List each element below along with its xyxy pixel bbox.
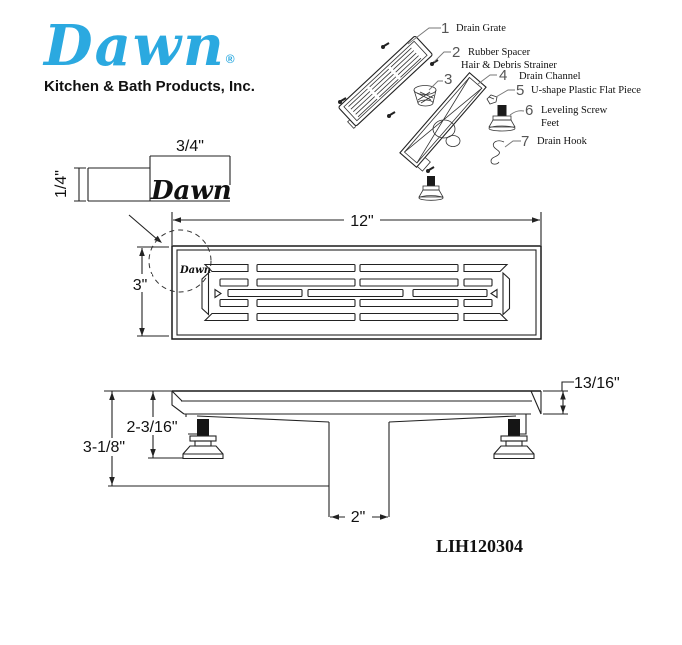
outlet-width-dim: 2": [350, 509, 366, 526]
top-view: [128, 211, 541, 339]
brand-logo: [44, 13, 255, 95]
part-number-2: 2: [452, 44, 461, 61]
part-number-7: 7: [521, 133, 530, 150]
grate-slot-pattern: [202, 265, 510, 321]
total-height-dim: 3-1/8": [82, 439, 126, 456]
detail-thickness-dim: 1/4": [53, 170, 70, 198]
rubber-spacer: [387, 112, 395, 118]
detail-view: [53, 138, 232, 243]
part-label-feet: Feet: [541, 118, 560, 129]
brand-name: Dawn: [44, 13, 226, 79]
part-label-strainer: Hair & Debris Strainer: [461, 60, 557, 71]
side-right-foot: [494, 419, 534, 459]
dim-3-1-8in: [75, 391, 329, 486]
registered-mark: ®: [225, 52, 237, 66]
edge-height-dim: 13/16": [574, 375, 620, 392]
exploded-strainer-basket: [414, 86, 436, 107]
exploded-leveling-foot: [489, 105, 515, 131]
dim-3in: [128, 247, 169, 336]
rubber-spacer: [430, 60, 438, 66]
dim-13-16in: [543, 375, 620, 414]
part-label-leveling-screw: Leveling Screw: [541, 105, 608, 116]
exploded-u-piece: [487, 95, 497, 104]
side-view: [75, 375, 620, 526]
part-label-drain-grate: Drain Grate: [456, 23, 506, 34]
dimension-drawing: [30, 130, 682, 560]
part-number-5: 5: [516, 82, 525, 99]
part-label-drain-hook: Drain Hook: [537, 136, 587, 147]
exploded-drain-grate: [336, 36, 433, 129]
brand-tagline: Kitchen & Bath Products, Inc.: [44, 78, 255, 95]
part-number-4: 4: [499, 67, 508, 84]
part-label-rubber-spacer: Rubber Spacer: [468, 47, 531, 58]
detail-logo-engraving: Dawn: [151, 176, 232, 206]
side-left-foot: [183, 419, 223, 459]
detail-width-dim: 3/4": [176, 138, 204, 155]
model-number: LIH120304: [436, 536, 524, 556]
dim-2in: [330, 507, 388, 526]
top-width-dim: 3": [132, 277, 148, 294]
top-length-dim: 12": [350, 213, 374, 230]
brand-logo-script: [44, 13, 255, 79]
rubber-spacer: [381, 43, 389, 49]
body-height-dim: 2-3/16": [126, 419, 178, 436]
part-label-drain-channel: Drain Channel: [519, 71, 581, 82]
part-label-u-piece: U-shape Plastic Flat Piece: [531, 85, 641, 96]
part-number-6: 6: [525, 102, 534, 119]
dim-12in: [172, 211, 541, 245]
grate-logo-engraving: Dawn: [180, 265, 212, 276]
part-number-3: 3: [444, 71, 453, 88]
part-number-1: 1: [441, 20, 450, 37]
